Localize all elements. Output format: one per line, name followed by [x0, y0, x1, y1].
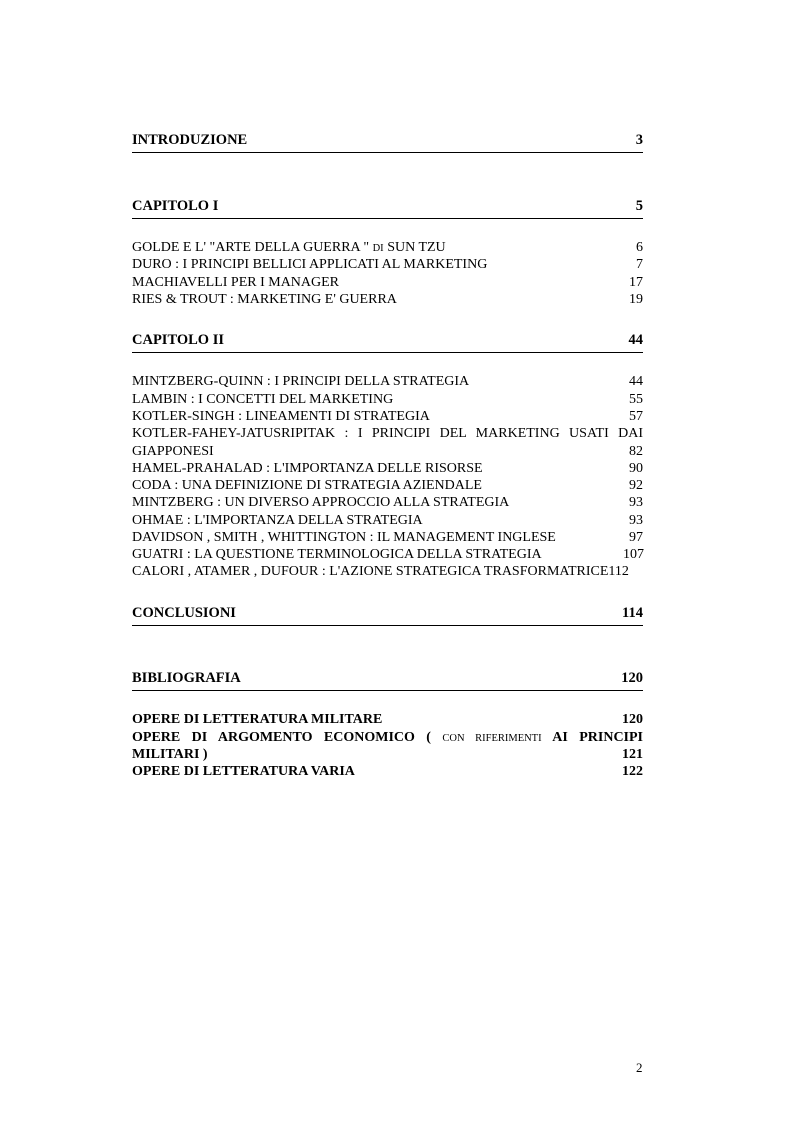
entry-page: 93: [629, 513, 643, 528]
entry-page: 17: [629, 275, 643, 290]
entry-title: CODA : UNA DEFINIZIONE DI STRATEGIA AZIENDALE: [132, 478, 482, 493]
toc-heading-bibliografia: [132, 670, 643, 691]
entry-title: OPERE DI LETTERATURA MILITARE: [132, 712, 383, 727]
entry-page: 112: [608, 564, 629, 579]
entry-title: KOTLER-FAHEY-JATUSRIPITAK : I PRINCIPI DEL MARKETING USATI DAI: [132, 426, 643, 441]
toc-entry: [132, 291, 643, 309]
entry-title: HAMEL-PRAHALAD : L'IMPORTANZA DELLE RISORSE: [132, 461, 483, 476]
entry-page: 57: [629, 409, 643, 424]
heading-title: CAPITOLO II: [132, 332, 224, 348]
entry-page: 122: [622, 764, 643, 779]
entry-title: CALORI , ATAMER , DUFOUR : L'AZIONE STRATEGICA TRASFORMATRICE112: [132, 564, 629, 579]
toc-entry: [132, 391, 643, 409]
entry-title: MACHIAVELLI PER I MANAGER: [132, 275, 340, 290]
toc-entry: [132, 546, 643, 564]
heading-title: INTRODUZIONE: [132, 132, 248, 148]
entry-title: KOTLER-SINGH : LINEAMENTI DI STRATEGIA: [132, 409, 430, 424]
entry-page: 90: [629, 461, 643, 476]
entry-page: 44: [629, 374, 643, 389]
entry-page: 107: [623, 547, 644, 562]
entry-title: MINTZBERG : UN DIVERSO APPROCCIO ALLA STRATEGIA: [132, 495, 510, 510]
entry-title-continued: GIAPPONESI: [132, 444, 214, 459]
entry-page: 97: [629, 530, 643, 545]
entry-page: 55: [629, 392, 643, 407]
toc-entry: [132, 274, 643, 292]
toc-entry: [132, 408, 643, 426]
entry-title: OPERE DI ARGOMENTO ECONOMICO ( CON RIFERIMENTI AI PRINCIPI: [132, 730, 644, 745]
entry-title: OPERE DI LETTERATURA VARIA: [132, 764, 355, 779]
toc-entry-line1: [132, 425, 643, 443]
toc-heading-conclusioni: [132, 605, 643, 626]
entry-title: OHMAE : L'IMPORTANZA DELLA STRATEGIA: [132, 513, 423, 528]
entry-page: 7: [636, 257, 643, 272]
entry-title: DURO : I PRINCIPI BELLICI APPLICATI AL MARKETING: [132, 257, 488, 272]
entry-title-continued: MILITARI ): [132, 747, 208, 762]
toc-entry: [132, 373, 643, 391]
toc-entry: [132, 460, 643, 478]
toc-heading-capitolo-i: [132, 198, 643, 219]
entry-title: RIES & TROUT : MARKETING E' GUERRA: [132, 292, 397, 307]
entry-page: 82: [629, 444, 643, 459]
entry-page: 121: [622, 747, 643, 762]
toc-entry: [132, 443, 643, 461]
toc-entry: [132, 563, 657, 581]
entry-title: DAVIDSON , SMITH , WHITTINGTON : IL MANAGEMENT INGLESE: [132, 530, 556, 545]
entry-page: 120: [622, 712, 643, 727]
heading-title: BIBLIOGRAFIA: [132, 670, 241, 686]
toc-entry: [132, 746, 643, 764]
toc-entry: [132, 477, 643, 495]
toc-entry: [132, 529, 643, 547]
page-number: 2: [636, 1060, 643, 1075]
entry-title: GUATRI : LA QUESTIONE TERMINOLOGICA DELLA STRATEGIA: [132, 547, 542, 562]
entry-page: 92: [629, 478, 643, 493]
entry-page: 6: [636, 240, 643, 255]
heading-title: CAPITOLO I: [132, 198, 219, 214]
entry-page: 19: [629, 292, 643, 307]
toc-entry: [132, 256, 643, 274]
heading-page: 114: [622, 605, 643, 621]
heading-page: 120: [621, 670, 643, 686]
toc-entry-line1: [132, 729, 643, 747]
entry-title: MINTZBERG-QUINN : I PRINCIPI DELLA STRATEGIA: [132, 374, 470, 389]
heading-title: CONCLUSIONI: [132, 605, 236, 621]
heading-page: 44: [628, 332, 643, 348]
entry-title: LAMBIN : I CONCETTI DEL MARKETING: [132, 392, 394, 407]
entry-title: GOLDE E L' "ARTE DELLA GUERRA " DI SUN TZU: [132, 240, 446, 255]
toc-heading-capitolo-ii: [132, 332, 643, 353]
toc-entry: [132, 512, 643, 530]
toc-entry: [132, 711, 643, 729]
toc-entry: [132, 763, 643, 781]
heading-page: 5: [635, 198, 643, 214]
toc-entry: [132, 239, 643, 257]
toc-heading-introduzione: [132, 132, 643, 153]
entry-page: 93: [629, 495, 643, 510]
toc-entry: [132, 494, 643, 512]
heading-page: 3: [635, 132, 643, 148]
